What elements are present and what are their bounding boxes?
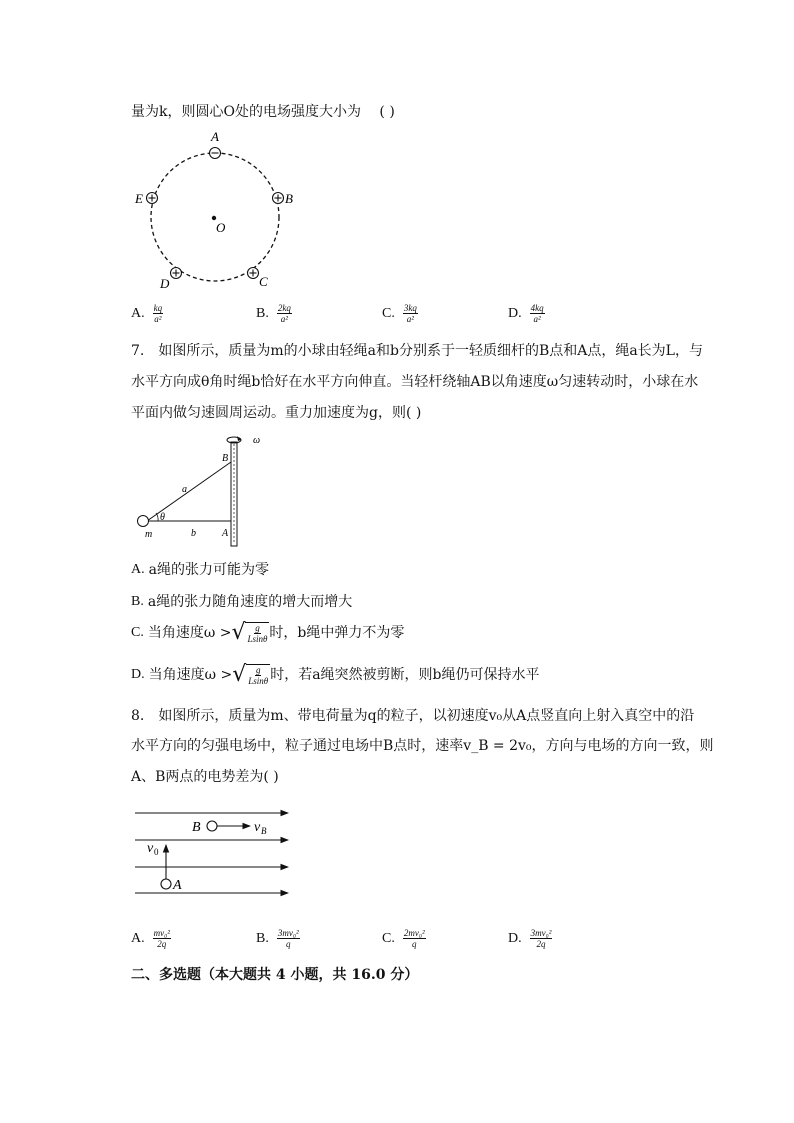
numerator: 2kq <box>277 303 291 313</box>
label-c: C <box>259 274 268 289</box>
denominator: q <box>286 939 291 949</box>
q8-option-b[interactable] <box>256 928 300 949</box>
q7-rod-diagram <box>134 430 274 550</box>
numerator: 3mv₀² <box>530 928 552 938</box>
denominator: a² <box>280 314 288 324</box>
label-rope-a: a <box>182 484 187 495</box>
particle-b <box>207 821 217 831</box>
label-vb: v <box>254 820 261 835</box>
fraction <box>277 928 300 949</box>
numerator: 3kq <box>403 303 417 313</box>
label-vb-sub: B <box>261 826 267 836</box>
label-v0: v <box>147 841 154 856</box>
denominator: Lsinθ <box>247 634 268 644</box>
option-label: C. <box>382 305 395 321</box>
numerator: 2mv₀² <box>403 928 425 938</box>
label-b-point: B <box>222 453 229 464</box>
q8-option-d[interactable] <box>508 928 552 949</box>
sqrt-expression: √ $\frac{g}{Lsin\theta}$ <box>231 620 268 645</box>
q7-option-b[interactable] <box>131 592 352 612</box>
q8-option-a[interactable] <box>131 928 171 949</box>
label-d: D <box>160 276 170 291</box>
numerator: g <box>255 665 261 675</box>
q7-line1: 7. 如图所示，质量为m的小球由轻绳a和b分别系于一轻质细杆的B点和A点，绳a长为L，与 <box>131 343 703 359</box>
numerator: kq <box>153 303 163 313</box>
fraction <box>403 303 418 324</box>
option-label: A. <box>131 930 145 946</box>
numerator: 3mv₀² <box>277 928 299 938</box>
numerator: g <box>255 623 260 633</box>
fraction <box>277 303 292 324</box>
option-pre: 当角速度ω > <box>148 667 233 683</box>
option-label: C. <box>382 930 395 946</box>
q6-intro <box>131 102 395 122</box>
q6-option-d[interactable] <box>508 303 545 324</box>
denominator: a² <box>406 314 414 324</box>
q6-circle-diagram <box>128 126 308 298</box>
label-e: E <box>135 191 143 206</box>
q8-line3: A、B两点的电势差为( ) <box>131 769 279 785</box>
denominator: q <box>412 939 417 949</box>
label-rope-b: b <box>191 528 196 539</box>
sqrt-expression: √ $\frac{g}{Lsin\theta}$ <box>232 662 269 687</box>
option-label: B. <box>131 594 144 609</box>
denominator: 2q <box>536 939 546 949</box>
fraction <box>153 928 171 949</box>
q8-line1: 8. 如图所示，质量为m、带电荷量为q的粒子，以初速度v₀从A点竖直向上射入真空中的沿 <box>131 708 695 724</box>
denominator: a² <box>154 314 162 324</box>
label-b: B <box>192 820 201 835</box>
particle-a <box>161 879 171 889</box>
fraction <box>530 303 545 324</box>
label-a-point: A <box>222 528 229 539</box>
denominator: 2q <box>157 939 167 949</box>
option-text: a绳的张力随角速度的增大而增大 <box>147 594 353 610</box>
option-label: B. <box>256 930 269 946</box>
option-text: a绳的张力可能为零 <box>148 562 269 578</box>
ball <box>138 516 149 527</box>
q6-paren: ( ) <box>379 104 395 120</box>
label-v0-sub: 0 <box>154 847 159 857</box>
label-a: A <box>173 878 182 893</box>
numerator: mv₀² <box>153 928 170 938</box>
q8-field-diagram <box>130 805 300 905</box>
option-label: A. <box>131 562 145 577</box>
option-label: B. <box>256 305 269 321</box>
fraction <box>403 928 426 949</box>
label-omega: ω <box>253 435 261 446</box>
q7-option-a[interactable] <box>131 560 269 580</box>
q7-option-c[interactable] <box>131 622 404 644</box>
label-a: A <box>211 129 219 144</box>
label-b: B <box>285 191 293 206</box>
label-theta: θ <box>160 512 165 523</box>
option-label: D. <box>508 930 522 946</box>
label-o: O <box>216 220 226 235</box>
option-pre: 当角速度ω > <box>147 625 232 641</box>
q7-option-d[interactable] <box>131 664 540 686</box>
label-m: m <box>145 529 153 540</box>
option-label: D. <box>508 305 522 321</box>
q7-line2: 水平方向成θ角时绳b恰好在水平方向伸直。当轻杆绕轴AB以角速度ω匀速转动时，小球在水 <box>131 374 699 390</box>
numerator: 4kq <box>530 303 544 313</box>
option-label: A. <box>131 305 145 321</box>
denominator: Lsinθ <box>248 676 269 686</box>
q6-option-a[interactable] <box>131 303 163 324</box>
option-post: 时，若a绳突然被剪断，则b绳仍可保持水平 <box>270 667 540 683</box>
denominator: a² <box>533 314 541 324</box>
q6-intro-text: 量为k，则圆心O处的电场强度大小为 <box>131 104 361 120</box>
option-label: D. <box>131 667 145 682</box>
q7-line3: 平面内做匀速圆周运动。重力加速度为g，则( ) <box>131 405 422 421</box>
option-post: 时，b绳中弹力不为零 <box>269 625 405 641</box>
fraction <box>530 928 553 949</box>
fraction <box>153 303 164 324</box>
section-2-heading: 二、多选题（本大题共 4 小题，共 16.0 分） <box>131 967 419 983</box>
q8-option-c[interactable] <box>382 928 426 949</box>
option-label: C. <box>131 625 144 640</box>
q6-option-b[interactable] <box>256 303 292 324</box>
q6-option-c[interactable] <box>382 303 418 324</box>
q8-line2: 水平方向的匀强电场中，粒子通过电场中B点时，速率v_B = 2v₀，方向与电场的方向一致，则 <box>131 738 714 754</box>
